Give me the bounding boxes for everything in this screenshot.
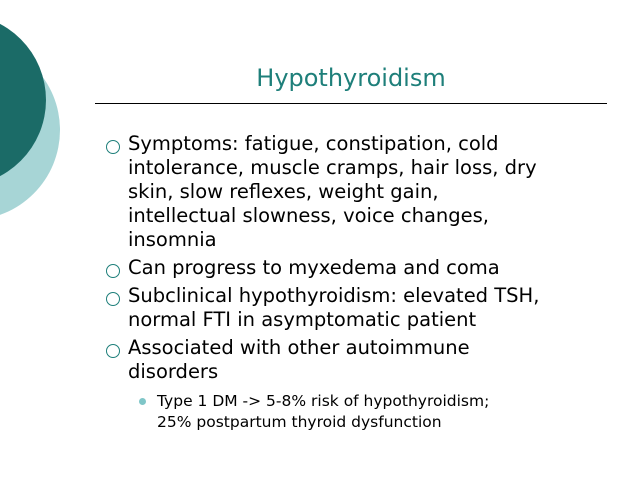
bullet-line: intellectual slowness, voice changes, — [128, 204, 489, 227]
sub-bullet-line: 25% postpartum thyroid dysfunction — [157, 413, 442, 431]
bullet-circle-icon — [106, 140, 120, 154]
bullet-line: intolerance, muscle cramps, hair loss, dry — [128, 156, 537, 179]
bullet-line: Symptoms: fatigue, constipation, cold — [128, 132, 499, 155]
bullet-line: Associated with other autoimmune — [128, 336, 470, 359]
bullet-line: skin, slow reflexes, weight gain, — [128, 180, 439, 203]
bullet-circle-icon — [106, 344, 120, 358]
bullet-line: Can progress to myxedema and coma — [128, 256, 500, 279]
sub-bullet-dot-icon — [139, 398, 146, 405]
slide-title: Hypothyroidism — [256, 64, 446, 92]
bullet-line: disorders — [128, 360, 219, 383]
bullet-item-progression — [128, 256, 603, 280]
title-divider — [95, 103, 607, 104]
bullet-item-subclinical — [128, 284, 603, 332]
bullet-item-symptoms — [128, 132, 603, 252]
bullet-item-autoimmune — [128, 336, 603, 384]
bullet-circle-icon — [106, 264, 120, 278]
sub-bullet-line: Type 1 DM -> 5-8% risk of hypothyroidism; — [157, 392, 490, 410]
bullet-line: insomnia — [128, 228, 217, 251]
bullet-circle-icon — [106, 292, 120, 306]
decorative-circles — [0, 0, 70, 270]
bullet-line: normal FTI in asymptomatic patient — [128, 308, 477, 331]
bullet-line: Subclinical hypothyroidism: elevated TSH, — [128, 284, 540, 307]
sub-bullet-item-diabetes — [157, 391, 607, 433]
